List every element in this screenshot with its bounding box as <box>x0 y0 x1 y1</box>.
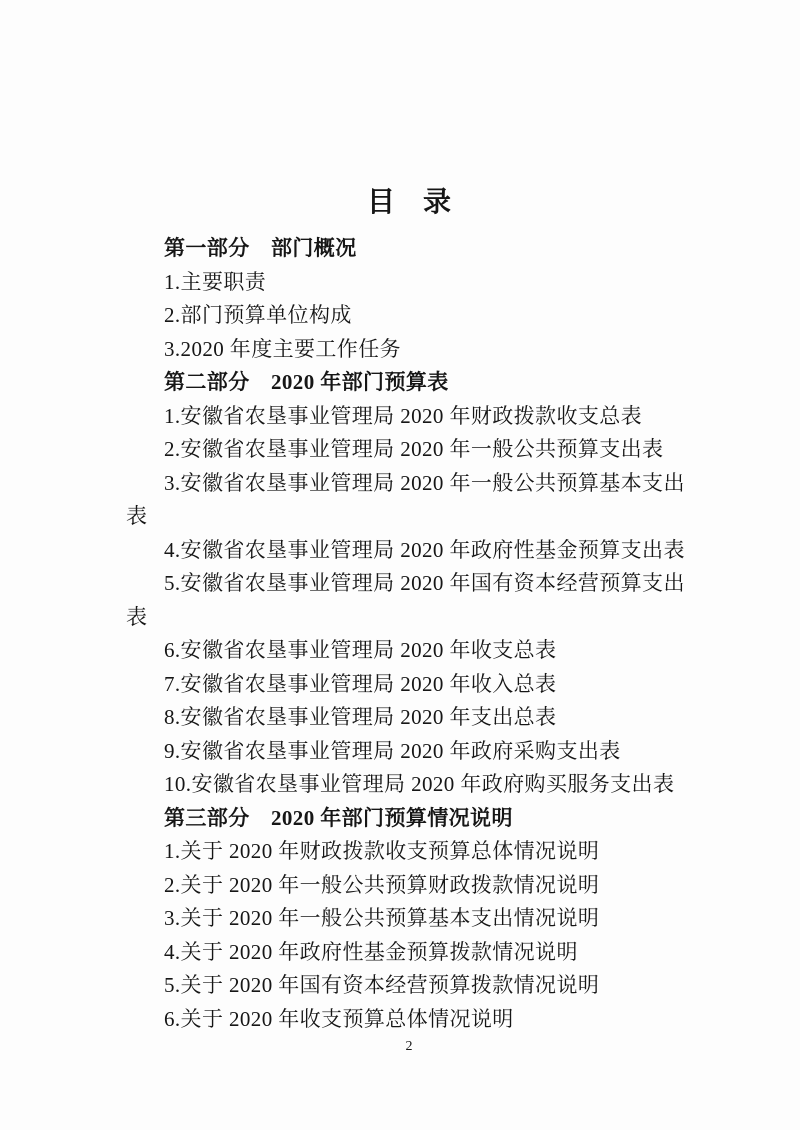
toc-item: 1.主要职责 <box>164 269 267 294</box>
toc-item: 5.安徽省农垦事业管理局 2020 年国有资本经营预算支出表 <box>126 571 685 629</box>
toc-item: 3.2020 年度主要工作任务 <box>164 336 401 361</box>
toc-item: 7.安徽省农垦事业管理局 2020 年收入总表 <box>164 671 557 696</box>
page-title: 目 录 <box>366 187 451 218</box>
section-heading: 第一部分 部门概况 <box>164 236 357 260</box>
toc-item: 2.关于 2020 年一般公共预算财政拨款情况说明 <box>164 872 600 897</box>
toc-item: 3.关于 2020 年一般公共预算基本支出情况说明 <box>164 906 600 930</box>
page-number: 2 <box>405 1039 413 1054</box>
toc-item: 3.安徽省农垦事业管理局 2020 年一般公共预算基本支出表 <box>126 470 685 528</box>
toc-content <box>126 186 692 1055</box>
toc-item: 6.关于 2020 年收支预算总体情况说明 <box>164 1006 514 1031</box>
toc-item: 8.安徽省农垦事业管理局 2020 年支出总表 <box>164 705 557 729</box>
toc-item: 9.安徽省农垦事业管理局 2020 年政府采购支出表 <box>164 738 621 763</box>
toc-item: 4.安徽省农垦事业管理局 2020 年政府性基金预算支出表 <box>164 537 685 562</box>
toc-item: 1.关于 2020 年财政拨款收支预算总体情况说明 <box>164 839 600 863</box>
toc-item: 2.部门预算单位构成 <box>164 303 352 327</box>
toc-item: 1.安徽省农垦事业管理局 2020 年财政拨款收支总表 <box>164 403 643 428</box>
section-heading: 第三部分 2020 年部门预算情况说明 <box>164 805 513 830</box>
toc-item: 10.安徽省农垦事业管理局 2020 年政府购买服务支出表 <box>164 772 675 796</box>
toc-item: 4.关于 2020 年政府性基金预算拨款情况说明 <box>164 939 578 964</box>
toc-body <box>126 232 692 1036</box>
section-heading: 第二部分 2020 年部门预算表 <box>164 370 449 394</box>
toc-item: 6.安徽省农垦事业管理局 2020 年收支总表 <box>164 638 557 662</box>
toc-item: 5.关于 2020 年国有资本经营预算拨款情况说明 <box>164 973 600 997</box>
toc-item: 2.安徽省农垦事业管理局 2020 年一般公共预算支出表 <box>164 437 664 461</box>
